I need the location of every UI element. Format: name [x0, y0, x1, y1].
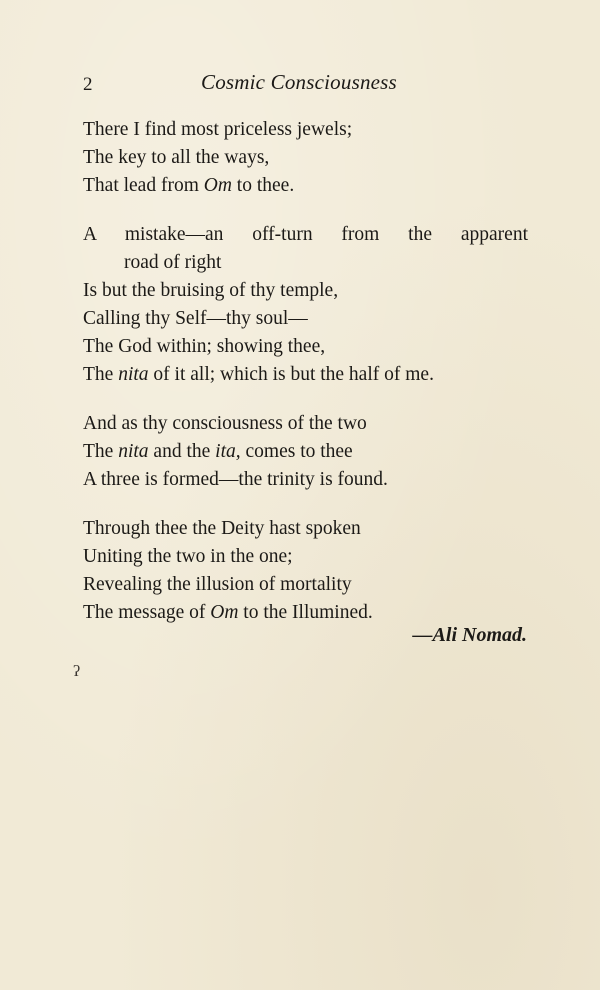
- italic-word: nita: [118, 364, 149, 385]
- poem-line: [83, 466, 528, 494]
- stray-mark: ʔ: [73, 663, 81, 680]
- poem-line: [83, 249, 528, 277]
- page-header: [83, 70, 528, 100]
- italic-word: nita: [118, 441, 149, 462]
- line-text: to thee.: [231, 175, 295, 196]
- line-text: Calling thy Self—thy soul—: [83, 308, 308, 329]
- poem-line: [83, 144, 528, 172]
- line-text: Revealing the illusion of mortality: [83, 574, 352, 595]
- poem-line: [83, 571, 528, 599]
- running-title: Cosmic Consciousness: [201, 70, 397, 94]
- italic-word: ita,: [215, 441, 241, 462]
- page-number: 2: [83, 74, 93, 95]
- stanza: [83, 515, 528, 627]
- author-signature: —Ali Nomad.: [412, 624, 527, 646]
- line-text: And as thy consciousness of the two: [83, 413, 367, 434]
- line-text: The: [83, 364, 119, 385]
- line-text: The: [83, 441, 119, 462]
- poem-line: [83, 277, 528, 305]
- line-text: comes to thee: [240, 441, 353, 462]
- poem-line: [83, 438, 528, 466]
- poem-line: [83, 116, 528, 144]
- poem-line: [83, 333, 528, 361]
- line-text: road of right: [124, 252, 222, 273]
- line-text: Through thee the Deity hast spoken: [83, 518, 361, 539]
- poem-line: [83, 172, 528, 200]
- line-text: to the Illumined.: [238, 602, 373, 623]
- line-text: That lead from: [83, 175, 204, 196]
- stanza: [83, 221, 528, 389]
- poem-line: [83, 599, 528, 627]
- poem-line: [83, 543, 528, 571]
- line-text: A mistake—an off-turn from the apparent: [83, 224, 528, 245]
- poem-line: [83, 221, 528, 249]
- stanza: [83, 410, 528, 494]
- poem-line: [83, 410, 528, 438]
- line-text: Is but the bruising of thy temple,: [83, 280, 339, 301]
- line-text: There I find most priceless jewels;: [83, 119, 353, 140]
- line-text: The message of: [83, 602, 211, 623]
- line-text: A three is formed—the trinity is found.: [83, 469, 388, 490]
- stanza: [83, 116, 528, 200]
- italic-word: Om: [203, 175, 232, 196]
- line-text: Uniting the two in the one;: [83, 546, 293, 567]
- line-text: of it all; which is but the half of me.: [148, 364, 434, 385]
- line-text: The key to all the ways,: [83, 147, 270, 168]
- poem-line: [83, 515, 528, 543]
- poem-line: [83, 305, 528, 333]
- poem-line: [83, 361, 528, 389]
- line-text: and the: [148, 441, 216, 462]
- line-text: The God within; showing thee,: [83, 336, 326, 357]
- italic-word: Om: [210, 602, 239, 623]
- poem: [83, 116, 528, 648]
